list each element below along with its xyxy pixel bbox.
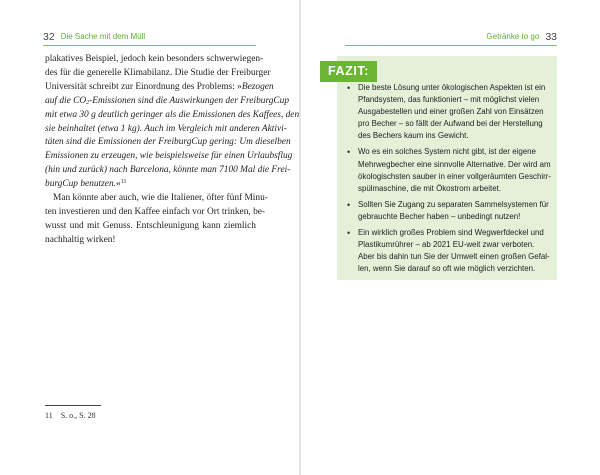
bullet-icon: • bbox=[347, 228, 351, 239]
text-line: Universität schreibt zur Einordnung des Problems: »Bezogen bbox=[45, 81, 274, 92]
subscript-2: 2 bbox=[86, 99, 90, 106]
footnote-text: S. o., S. 28 bbox=[60, 411, 96, 420]
footnote-rule bbox=[45, 405, 101, 406]
bullet-icon: • bbox=[347, 83, 351, 93]
text-line: wusst und mit Genuss. Entschleunigung kann ziemlich bbox=[45, 220, 256, 231]
list-item: • Wo es ein solches System nicht gibt, ist der eigene Mehrwegbecher eine sinnvolle Alternative. Der wird am ökologischsten sauber in einer vollgeräumten Geschirr- spülmaschine, die mit Ökostrom arbeitet. bbox=[347, 147, 551, 193]
running-head-right bbox=[486, 30, 557, 44]
footnote-number: 11 bbox=[45, 411, 53, 420]
header-rule-left bbox=[43, 45, 256, 46]
page-number-right: 33 bbox=[545, 31, 557, 43]
footnote bbox=[45, 411, 96, 420]
fazit-list bbox=[347, 82, 553, 279]
body-text bbox=[45, 53, 300, 248]
bullet-icon: • bbox=[347, 199, 351, 210]
running-head-title-right: Getränke to go bbox=[486, 32, 540, 41]
text-line: sie beinhaltet (etwa 1 kg). Auch im Vergleich mit anderen Aktivi- bbox=[45, 123, 287, 134]
text-line: ten investieren und den Kaffee einfach vor Ort trinken, be- bbox=[45, 206, 266, 217]
text-line: auf die $CO_2$-Emissionen sind die Auswirkungen der FreiburgCup bbox=[45, 95, 290, 106]
footnote-marker: 11 bbox=[120, 179, 127, 186]
right-page bbox=[301, 0, 600, 475]
text-line: plakatives Beispiel, jedoch kein besonders schwerwiegen- bbox=[45, 54, 264, 64]
text-line: (hin und zurück) nach Barcelona, könnte man 7100 Mal die Frei- bbox=[45, 165, 291, 176]
text-line: burgCup benutzen.«$^{11}$ bbox=[45, 179, 127, 190]
text-line: nachhaltig wirken! bbox=[45, 234, 116, 245]
running-head-left bbox=[43, 30, 145, 44]
text-line: Emissionen zu erzeugen, wie beispielsweise für einen Urlaubsflug bbox=[45, 151, 293, 162]
left-page bbox=[0, 0, 299, 475]
list-item: • Die beste Lösung unter ökologischen Aspekten ist ein Pfandsystem, das funktioniert – mit möglichst vielen Ausgabestellen und einer großen Zahl von Einsätzen pro Becher – so fällt der Aufwand bei der Herstellung des Bechers kaum ins Gewicht. bbox=[347, 83, 546, 141]
running-head-title-left: Die Sache mit dem Müll bbox=[60, 32, 146, 41]
text-line: Man könnte aber auch, wie die Italiener, öfter fünf Minu- bbox=[53, 193, 268, 204]
header-rule-right bbox=[345, 45, 557, 46]
list-item: • Ein wirklich großes Problem sind Wegwerfdeckel und Plastikumrührer – ab 2021 EU-weit zwar verboten. Aber bis dahin tun Sie der Umwelt einen großen Gefal- len, wenn Sie darauf so oft wie möglich verzichten. bbox=[347, 228, 550, 274]
text-line: des für die generelle Klimabilanz. Die Studie der Freiburger bbox=[45, 67, 271, 78]
bullet-icon: • bbox=[347, 147, 351, 158]
fazit-title: FAZIT: bbox=[320, 61, 377, 82]
text-line: mit etwa 30 g deutlich geringer als die Emissionen des Kaffees, den bbox=[45, 109, 300, 120]
page-number-left: 32 bbox=[43, 31, 55, 43]
text-line: täten sind die Emissionen der FreiburgCup gering: Um dieselben bbox=[45, 137, 291, 148]
list-item: • Sollten Sie Zugang zu separaten Sammelsystemen für gebrauchte Becher haben – unbedingt nutzen! bbox=[347, 199, 549, 221]
